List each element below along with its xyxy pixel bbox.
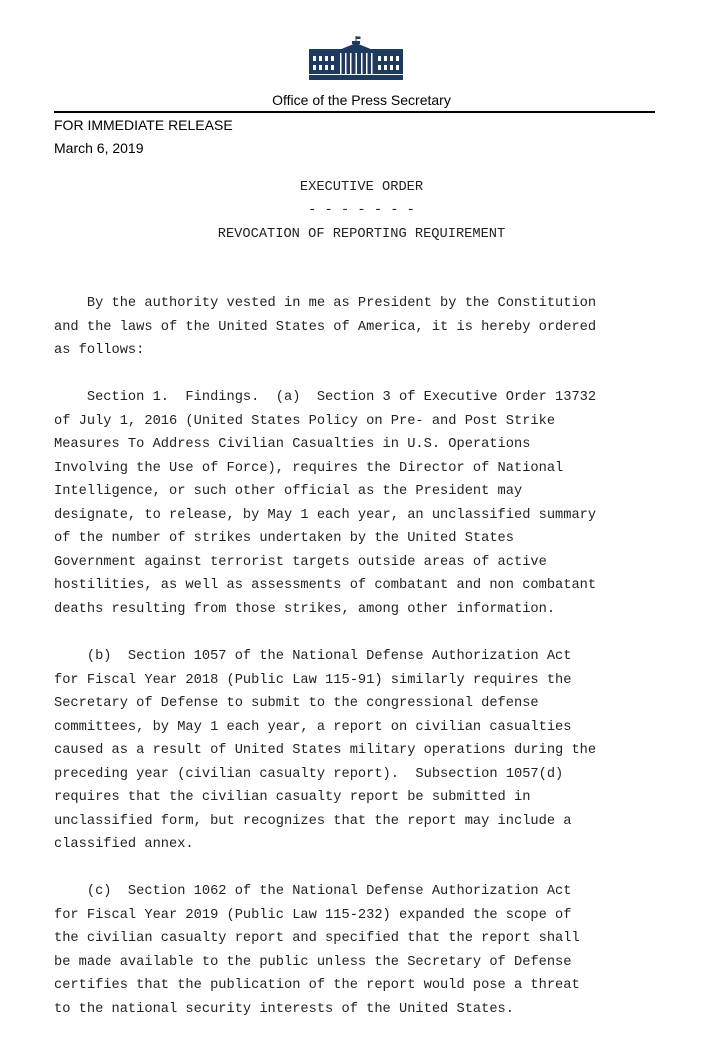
section-1b-paragraph: (b) Section 1057 of the National Defense Authorization Act for Fiscal Year 2018 (Public Law 115-91) similarly requires the Secretary of Defense to submit to the congressional defense committees, by May 1 each year, a report on civilian casualties caused as a result of United States military operations during the preceding year (civilian casualty report). Subsection 1057(d) requires that the civilian casualty report be submitted in unclassified form, but recognizes that the report may include a classified annex. bbox=[54, 649, 597, 852]
release-date: March 6, 2019 bbox=[54, 140, 144, 156]
office-title: Office of the Press Secretary bbox=[272, 92, 451, 108]
release-label: FOR IMMEDIATE RELEASE bbox=[54, 117, 233, 133]
document-heading: EXECUTIVE ORDER bbox=[299, 180, 424, 195]
white-house-logo-icon bbox=[309, 36, 403, 80]
document-title: REVOCATION OF REPORTING REQUIREMENT bbox=[217, 227, 506, 242]
section-1c-paragraph: (c) Section 1062 of the National Defense Authorization Act for Fiscal Year 2019 (Public Law 115-232) expanded the scope of the civilian casualty report and specified that the report shall be made available to the public unless the Secretary of Defense certifies that the publication of the report would pose a threat to the national security interests of the United States. bbox=[54, 884, 580, 1017]
section-1a-paragraph: Section 1. Findings. (a) Section 3 of Executive Order 13732 of July 1, 2016 (United States Policy on Pre- and Post Strike Measures To Address Civilian Casualties in U.S. Operations Involving the Use of Force), requires the Director of National Intelligence, or such other official as the President may designate, to release, by May 1 each year, an unclassified summary of the number of strikes undertaken by the United States Government against terrorist targets outside areas of active hostilities, as well as assessments of combatant and non combatant deaths resulting from those strikes, among other information. bbox=[54, 390, 597, 617]
header-divider bbox=[54, 111, 655, 113]
heading-separator: - - - - - - - bbox=[308, 203, 415, 218]
preamble-paragraph: By the authority vested in me as President by the Constitution and the laws of the United States of America, it is hereby ordered as follows: bbox=[54, 296, 597, 358]
